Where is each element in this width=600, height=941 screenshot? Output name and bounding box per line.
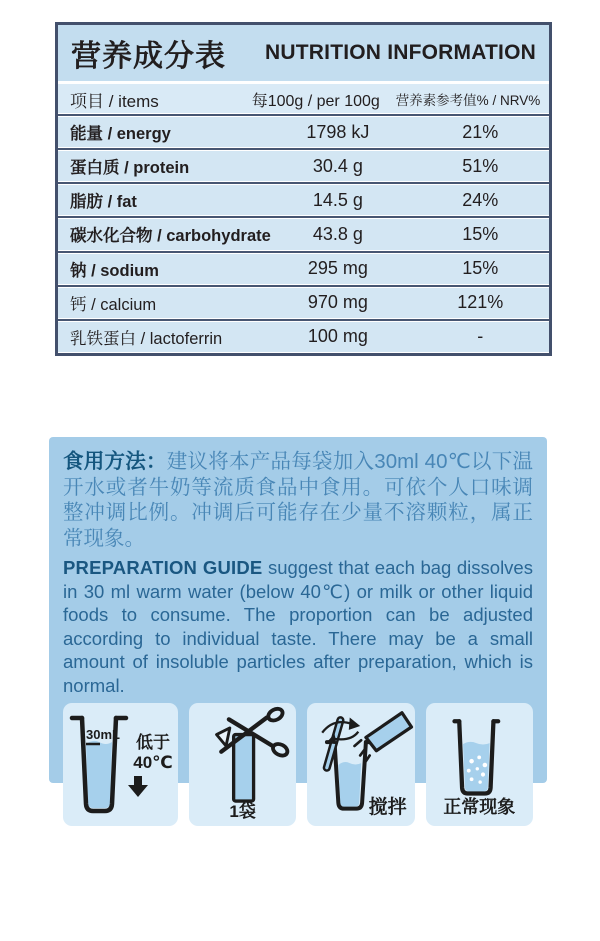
preparation-body-en: suggest that each bag dissolves in 30 ml warm water (below 40℃) or milk or other liquid foods to consume. The proportion can be adjusted according to individual taste. There may be a small amount of insoluble particles after preparation, which is normal. bbox=[63, 557, 533, 696]
arrow-down-icon bbox=[128, 776, 148, 797]
nutrition-table-header bbox=[58, 25, 549, 81]
preparation-text-en bbox=[63, 556, 533, 697]
row-nrv: 21% bbox=[462, 121, 499, 142]
row-amount: 295 mg bbox=[307, 258, 368, 279]
volume-label: 30mL bbox=[86, 726, 120, 742]
row-amount: 100 mg bbox=[307, 326, 368, 347]
table-row bbox=[58, 251, 549, 285]
step-caption: 正常现象 bbox=[443, 797, 516, 817]
step-caption: 1袋 bbox=[229, 802, 256, 821]
row-label: 能量 / energy bbox=[70, 125, 171, 144]
table-title-en: NUTRITION INFORMATION bbox=[265, 41, 536, 64]
row-nrv: 15% bbox=[462, 223, 499, 244]
row-label: 钠 / sodium bbox=[70, 261, 159, 280]
row-label: 蛋白质 / protein bbox=[70, 159, 190, 178]
row-nrv: 15% bbox=[462, 258, 499, 279]
row-nrv: 51% bbox=[462, 155, 499, 176]
step-card-stir bbox=[307, 703, 414, 826]
temperature-note: 低于 40℃ bbox=[128, 733, 178, 797]
column-header-row bbox=[58, 81, 549, 114]
measuring-cup-icon bbox=[70, 712, 128, 818]
step-caption: 搅拌 bbox=[368, 797, 407, 818]
col-nrv: 营养素参考值% / NRV% bbox=[395, 93, 541, 108]
row-label: 碳水化合物 / carbohydrate bbox=[70, 227, 271, 246]
preparation-steps bbox=[63, 703, 533, 826]
row-nrv: - bbox=[477, 326, 484, 347]
step-card-water bbox=[63, 703, 178, 826]
table-row bbox=[58, 216, 549, 250]
row-label: 乳铁蛋白 / lactoferrin bbox=[70, 329, 223, 348]
row-amount: 43.8 g bbox=[312, 223, 363, 244]
nutrition-table bbox=[55, 22, 552, 356]
table-row bbox=[58, 319, 549, 353]
row-label: 钙 / calcium bbox=[70, 295, 157, 314]
row-amount: 30.4 g bbox=[312, 155, 363, 176]
row-amount: 14.5 g bbox=[312, 189, 363, 210]
col-items: 项目 / items bbox=[70, 91, 159, 111]
table-row bbox=[58, 285, 549, 319]
preparation-label-cn: 食用方法： bbox=[63, 450, 167, 473]
row-nrv: 121% bbox=[457, 292, 504, 313]
table-row bbox=[58, 148, 549, 182]
table-row bbox=[58, 114, 549, 148]
col-per100g: 每100g / per 100g bbox=[251, 92, 380, 110]
table-body bbox=[58, 114, 549, 353]
step-card-normal bbox=[426, 703, 533, 826]
table-row bbox=[58, 182, 549, 216]
row-nrv: 24% bbox=[462, 189, 499, 210]
row-amount: 970 mg bbox=[307, 292, 368, 313]
table-title-cn: 营养成分表 bbox=[71, 40, 226, 73]
step-card-cut bbox=[189, 703, 296, 826]
preparation-panel bbox=[49, 437, 547, 821]
row-label: 脂肪 / fat bbox=[70, 193, 137, 212]
preparation-body-cn: 建议将本产品每袋加入30ml 40℃以下温开水或者牛奶等流质食品中食用。可依个人口味调整冲调比例。冲调后可能存在少量不溶颗粒，属正常现象。 bbox=[63, 450, 534, 550]
preparation-label-en: PREPARATION GUIDE bbox=[63, 557, 263, 578]
preparation-text-cn bbox=[63, 449, 533, 551]
row-amount: 1798 kJ bbox=[306, 121, 370, 142]
